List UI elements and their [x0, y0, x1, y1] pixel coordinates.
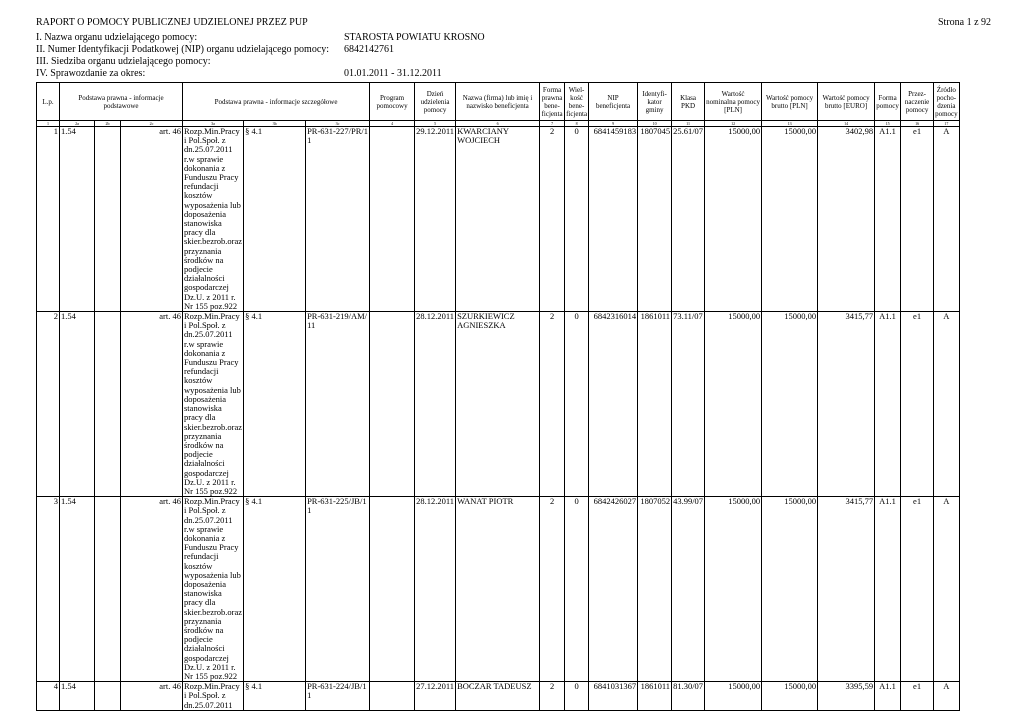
cell-basis-3a: Rozp.Min.Pracy i Pol.Społ. z dn.25.07.2011 — [183, 682, 244, 711]
table-body — [37, 127, 960, 711]
cell-basis-2b — [95, 682, 121, 711]
column-number: 7 — [540, 121, 565, 127]
cell-commune-id: 1807045 — [638, 127, 672, 312]
column-number: 16 — [901, 121, 934, 127]
field-label-seat: III. Siedziba organu udzielającego pomocy: — [36, 56, 211, 67]
column-number: 12 — [705, 121, 762, 127]
header-aid-program: Program pomocowy — [370, 83, 415, 121]
cell-commune-id: 1861011 — [638, 682, 672, 711]
column-number: 6 — [456, 121, 540, 127]
cell-gross-eur: 3415,77 — [818, 312, 875, 497]
cell-nip: 6841459183 — [589, 127, 638, 312]
cell-gross-pln: 15000,00 — [762, 497, 818, 682]
column-number: 9 — [589, 121, 638, 127]
cell-basis-2c: art. 46 — [121, 497, 183, 682]
field-value-period: 01.01.2011 - 31.12.2011 — [344, 68, 442, 79]
header-lp: L.p. — [37, 83, 60, 121]
cell-basis-3c: PR-631-219/AM/11 — [306, 312, 370, 497]
cell-size: 0 — [565, 127, 589, 312]
field-value-nip: 6842142761 — [344, 44, 394, 55]
cell-purpose: e1 — [901, 497, 934, 682]
cell-pkd: 25.61/07 — [672, 127, 705, 312]
cell-size: 0 — [565, 682, 589, 711]
cell-size: 0 — [565, 497, 589, 682]
header-nip: NIP beneficjenta — [589, 83, 638, 121]
column-number: 2b — [95, 121, 121, 127]
table-row — [37, 682, 960, 711]
header-gross-eur: Wartość pomocy brutto [EURO] — [818, 83, 875, 121]
cell-source: A — [934, 127, 960, 312]
cell-beneficiary: BOCZAR TADEUSZ — [456, 682, 540, 711]
cell-legal-form: 2 — [540, 682, 565, 711]
cell-aid-form: A1.1 — [875, 312, 901, 497]
cell-basis-2a: 1.54 — [60, 312, 95, 497]
aid-table — [36, 82, 960, 711]
cell-size: 0 — [565, 312, 589, 497]
cell-date: 29.12.2011 — [415, 127, 456, 312]
header-pkd: Klasa PKD — [672, 83, 705, 121]
cell-basis-3c: PR-631-225/JB/11 — [306, 497, 370, 682]
cell-basis-3c: PR-631-227/PR/11 — [306, 127, 370, 312]
cell-date: 27.12.2011 — [415, 682, 456, 711]
cell-basis-3b: § 4.1 — [244, 682, 306, 711]
column-number: 14 — [818, 121, 875, 127]
cell-lp: 4 — [37, 682, 60, 711]
cell-basis-3a: Rozp.Min.Pracy i Pol.Społ. z dn.25.07.2011 r.w sprawie dokonania z Funduszu Pracy refundacji kosztów wyposażenia lub doposażenia stanowiska pracy dla skier.bezrob.oraz przyznania środków na podjecie działalności gospodarczej Dz.U. z 2011 r. Nr 155 poz.922 — [184, 126, 243, 311]
cell-aid-form: A1.1 — [875, 497, 901, 682]
cell-legal-form: 2 — [540, 127, 565, 312]
header-purpose: Przez-naczenie pomocy — [901, 83, 934, 121]
cell-basis-2a: 1.54 — [60, 127, 95, 312]
field-label-period: IV. Sprawozdanie za okres: — [36, 68, 146, 79]
cell-lp: 2 — [37, 312, 60, 497]
field-label-organ-name: I. Nazwa organu udzielającego pomocy: — [36, 32, 198, 43]
cell-program — [370, 497, 415, 682]
cell-basis-2b — [95, 497, 121, 682]
cell-commune-id: 1807052 — [638, 497, 672, 682]
column-number: 10 — [638, 121, 672, 127]
cell-basis-2c: art. 46 — [121, 682, 183, 711]
cell-lp: 3 — [37, 497, 60, 682]
cell-source: A — [934, 497, 960, 682]
field-label-nip: II. Numer Identyfikacji Podatkowej (NIP) organu udzielającego pomocy: — [36, 44, 330, 55]
cell-basis-3b: § 4.1 — [244, 312, 306, 497]
cell-gross-pln: 15000,00 — [762, 127, 818, 312]
cell-legal-form: 2 — [540, 312, 565, 497]
cell-source: A — [934, 682, 960, 711]
cell-beneficiary: KWARCIANY WOJCIECH — [456, 127, 540, 312]
cell-aid-form: A1.1 — [875, 682, 901, 711]
column-number: 13 — [762, 121, 818, 127]
cell-pkd: 73.11/07 — [672, 312, 705, 497]
cell-basis-2b — [95, 312, 121, 497]
cell-date: 28.12.2011 — [415, 312, 456, 497]
cell-basis-2c: art. 46 — [121, 127, 183, 312]
cell-date: 28.12.2011 — [415, 497, 456, 682]
header-gross-pln: Wartość pomocy brutto [PLN] — [762, 83, 818, 121]
cell-basis-3b: § 4.1 — [244, 127, 306, 312]
header-source: Źródło pocho-dzenia pomocy — [934, 83, 960, 121]
cell-aid-form: A1.1 — [875, 127, 901, 312]
report-title: RAPORT O POMOCY PUBLICZNEJ UDZIELONEJ PRZEZ PUP — [36, 17, 308, 28]
cell-gross-pln: 15000,00 — [762, 682, 818, 711]
column-number: 11 — [672, 121, 705, 127]
header-beneficiary-name: Nazwa (firma) lub imię i nazwisko beneficjenta — [456, 83, 540, 121]
cell-basis-2b — [95, 127, 121, 312]
column-number: 2c — [121, 121, 183, 127]
cell-beneficiary: SZURKIEWICZ AGNIESZKA — [456, 312, 540, 497]
field-value-organ-name: STAROSTA POWIATU KROSNO — [344, 32, 485, 43]
cell-basis-3c: PR-631-224/JB/11 — [306, 682, 370, 711]
cell-purpose: e1 — [901, 682, 934, 711]
page-indicator: Strona 1 z 92 — [938, 17, 992, 28]
cell-program — [370, 312, 415, 497]
column-number: 4 — [370, 121, 415, 127]
header-legal-basis-basic: Podstawa prawna - informacje podstawowe — [60, 83, 183, 121]
cell-nominal: 15000,00 — [705, 312, 762, 497]
cell-lp: 1 — [37, 127, 60, 312]
cell-gross-eur: 3402,98 — [818, 127, 875, 312]
cell-commune-id: 1861011 — [638, 312, 672, 497]
cell-purpose: e1 — [901, 127, 934, 312]
table-row — [37, 127, 960, 312]
column-number: 8 — [565, 121, 589, 127]
cell-nip: 6841031367 — [589, 682, 638, 711]
column-number: 15 — [875, 121, 901, 127]
cell-basis-3a: Rozp.Min.Pracy i Pol.Społ. z dn.25.07.2011 r.w sprawie dokonania z Funduszu Pracy refundacji kosztów wyposażenia lub doposażenia stanowiska pracy dla skier.bezrob.oraz przyznania środków na podjecie działalności gospodarczej Dz.U. z 2011 r. Nr 155 poz.922 — [184, 496, 243, 681]
cell-basis-2a: 1.54 — [60, 497, 95, 682]
table-header — [37, 83, 960, 127]
cell-pkd: 81.30/07 — [672, 682, 705, 711]
column-number: 17 — [934, 121, 960, 127]
cell-source: A — [934, 312, 960, 497]
cell-nip: 6842316014 — [589, 312, 638, 497]
cell-basis-3b: § 4.1 — [244, 497, 306, 682]
cell-nominal: 15000,00 — [705, 127, 762, 312]
column-number: 1 — [37, 121, 60, 127]
column-number: 3c — [306, 121, 370, 127]
header-grant-date: Dzień udzielenia pomocy — [415, 83, 456, 121]
cell-nominal: 15000,00 — [705, 497, 762, 682]
cell-pkd: 43.99/07 — [672, 497, 705, 682]
column-number: 3b — [244, 121, 306, 127]
cell-legal-form: 2 — [540, 497, 565, 682]
table-row — [37, 497, 960, 682]
column-number: 2a — [60, 121, 95, 127]
cell-basis-3a: Rozp.Min.Pracy i Pol.Społ. z dn.25.07.2011 r.w sprawie dokonania z Funduszu Pracy refundacji kosztów wyposażenia lub doposażenia stanowiska pracy dla skier.bezrob.oraz przyznania środków na podjecie działalności gospodarczej Dz.U. z 2011 r. Nr 155 poz.922 — [184, 311, 243, 496]
cell-nip: 6842426027 — [589, 497, 638, 682]
header-size: Wiel-kość bene-ficjenta — [565, 83, 589, 121]
cell-purpose: e1 — [901, 312, 934, 497]
cell-nominal: 15000,00 — [705, 682, 762, 711]
cell-basis-2c: art. 46 — [121, 312, 183, 497]
cell-program — [370, 127, 415, 312]
header-aid-form: Forma pomocy — [875, 83, 901, 121]
cell-gross-pln: 15000,00 — [762, 312, 818, 497]
column-number: 3a — [183, 121, 244, 127]
cell-gross-eur: 3415,77 — [818, 497, 875, 682]
cell-gross-eur: 3395,59 — [818, 682, 875, 711]
header-commune-id: Identyfi-kator gminy — [638, 83, 672, 121]
header-legal-form: Forma prawna bene-ficjenta — [540, 83, 565, 121]
header-nominal-value: Wartość nominalna pomocy [PLN] — [705, 83, 762, 121]
cell-program — [370, 682, 415, 711]
header-legal-basis-detailed: Podstawa prawna - informacje szczegółowe — [183, 83, 370, 121]
cell-beneficiary: WANAT PIOTR — [456, 497, 540, 682]
cell-basis-2a: 1.54 — [60, 682, 95, 711]
table-row — [37, 312, 960, 497]
column-number: 5 — [415, 121, 456, 127]
